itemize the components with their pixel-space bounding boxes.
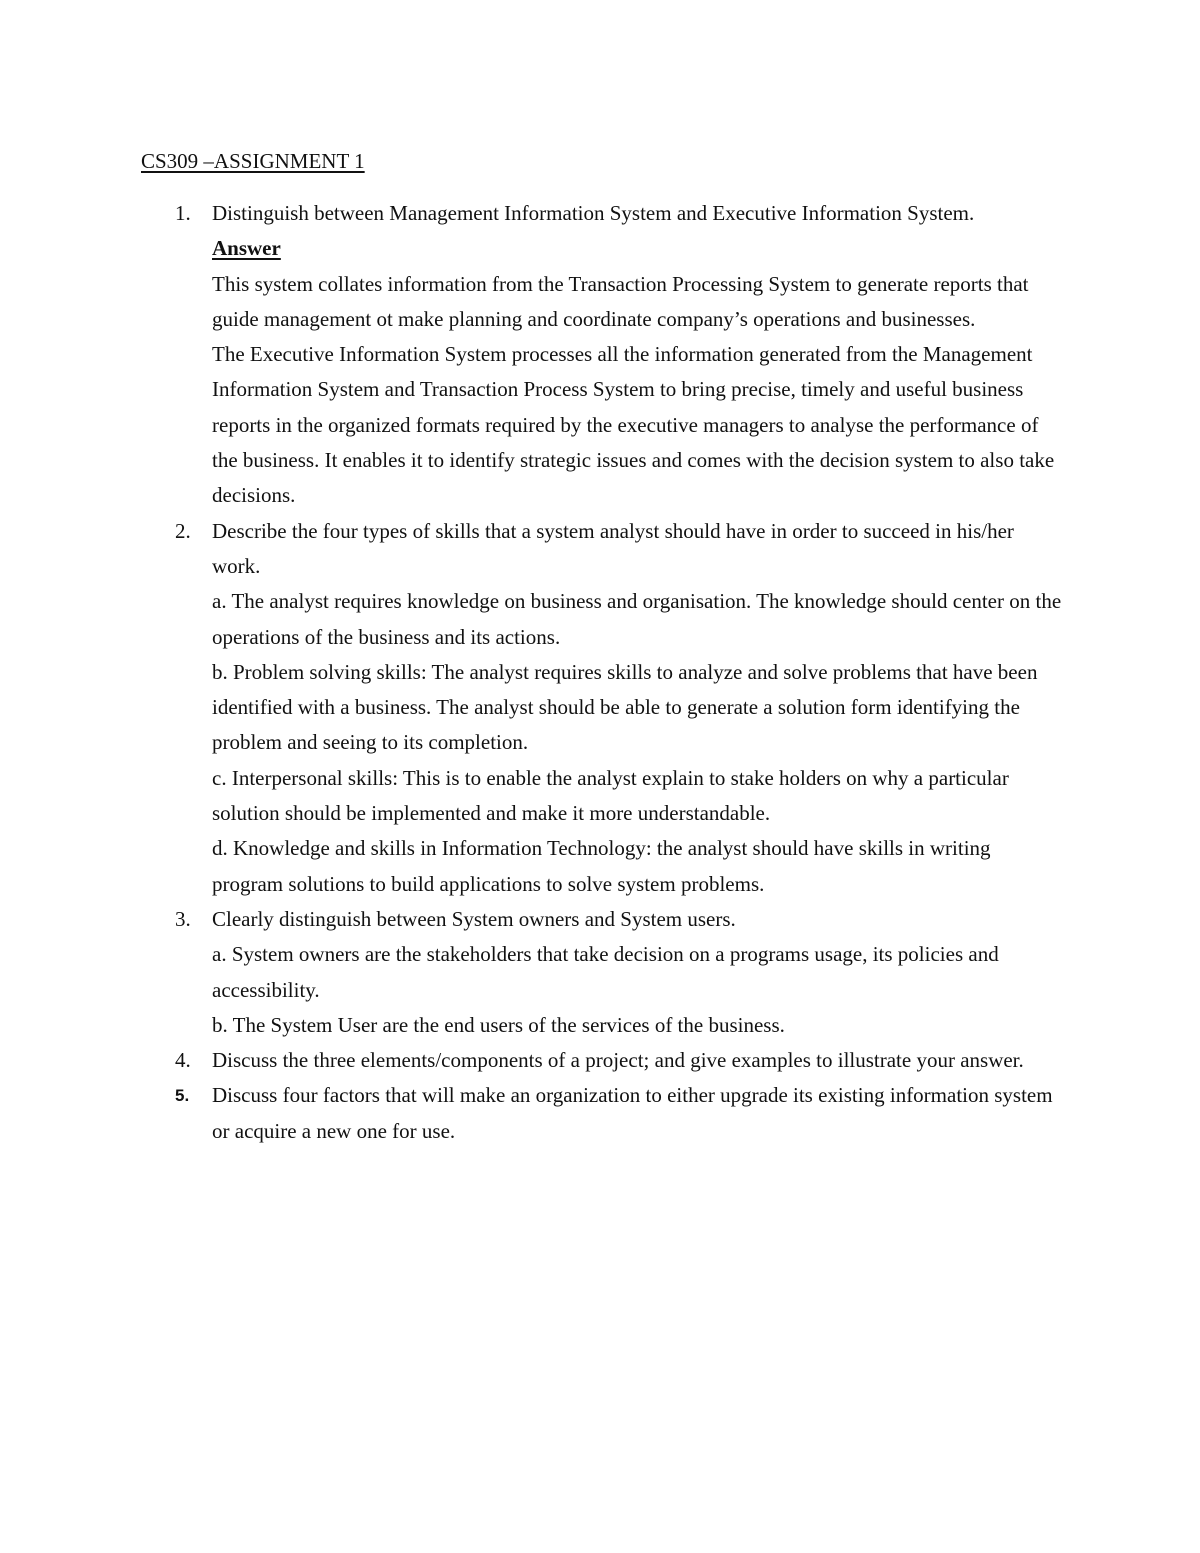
- question-list: [0, 196, 1200, 1149]
- question-text: Discuss four factors that will make an organization to either upgrade its existing information system or acquire a new one for use.: [212, 1083, 1053, 1143]
- question-item-4: [0, 1043, 1062, 1078]
- question-item-3: [0, 902, 1062, 1043]
- answer-paragraph: a. System owners are the stakeholders that take decision on a programs usage, its policies and accessibility.: [212, 942, 999, 1002]
- answer-paragraph: b. Problem solving skills: The analyst requires skills to analyze and solve problems that have been identified with a business. The analyst should be able to generate a solution form identifying the problem and seeing to its completion.: [212, 659, 1038, 755]
- question-number: 5.: [175, 1086, 190, 1106]
- answer-paragraph: This system collates information from the Transaction Processing System to generate reports that guide management ot make planning and coordinate company’s operations and businesses.: [212, 271, 1029, 331]
- answer-paragraph: The Executive Information System processes all the information generated from the Management Information System and Transaction Process System to bring precise, timely and useful business reports in the organized formats required by the executive managers to analyse the performance of the business. It enables it to identify strategic issues and comes with the decision system to also take decisions.: [212, 342, 1055, 508]
- question-item-2: [0, 514, 1062, 902]
- question-item-1: [0, 196, 1062, 514]
- question-number: 2.: [175, 518, 191, 543]
- question-text: Describe the four types of skills that a system analyst should have in order to succeed in his/her work.: [212, 518, 1014, 578]
- question-text: Distinguish between Management Information System and Executive Information System.: [212, 201, 975, 225]
- question-text: Discuss the three elements/components of a project; and give examples to illustrate your answer.: [212, 1048, 1024, 1073]
- question-text: Clearly distinguish between System owners and System users.: [212, 906, 736, 931]
- answer-paragraph: b. The System User are the end users of the services of the business.: [212, 1012, 785, 1037]
- answer-paragraph: d. Knowledge and skills in Information Technology: the analyst should have skills in writing program solutions to build applications to solve system problems.: [212, 836, 991, 896]
- question-item-5: [0, 1078, 1062, 1149]
- question-number: 3.: [175, 906, 191, 931]
- question-number: 4.: [175, 1048, 191, 1073]
- answer-label: Answer: [212, 236, 281, 261]
- question-number: 1.: [175, 201, 191, 225]
- answer-paragraph: c. Interpersonal skills: This is to enable the analyst explain to stake holders on why a particular solution should be implemented and make it more understandable.: [212, 765, 1009, 826]
- answer-paragraph: a. The analyst requires knowledge on business and organisation. The knowledge should center on the operations of the business and its actions.: [212, 589, 1062, 649]
- assignment-title: CS309 –ASSIGNMENT 1: [141, 149, 365, 173]
